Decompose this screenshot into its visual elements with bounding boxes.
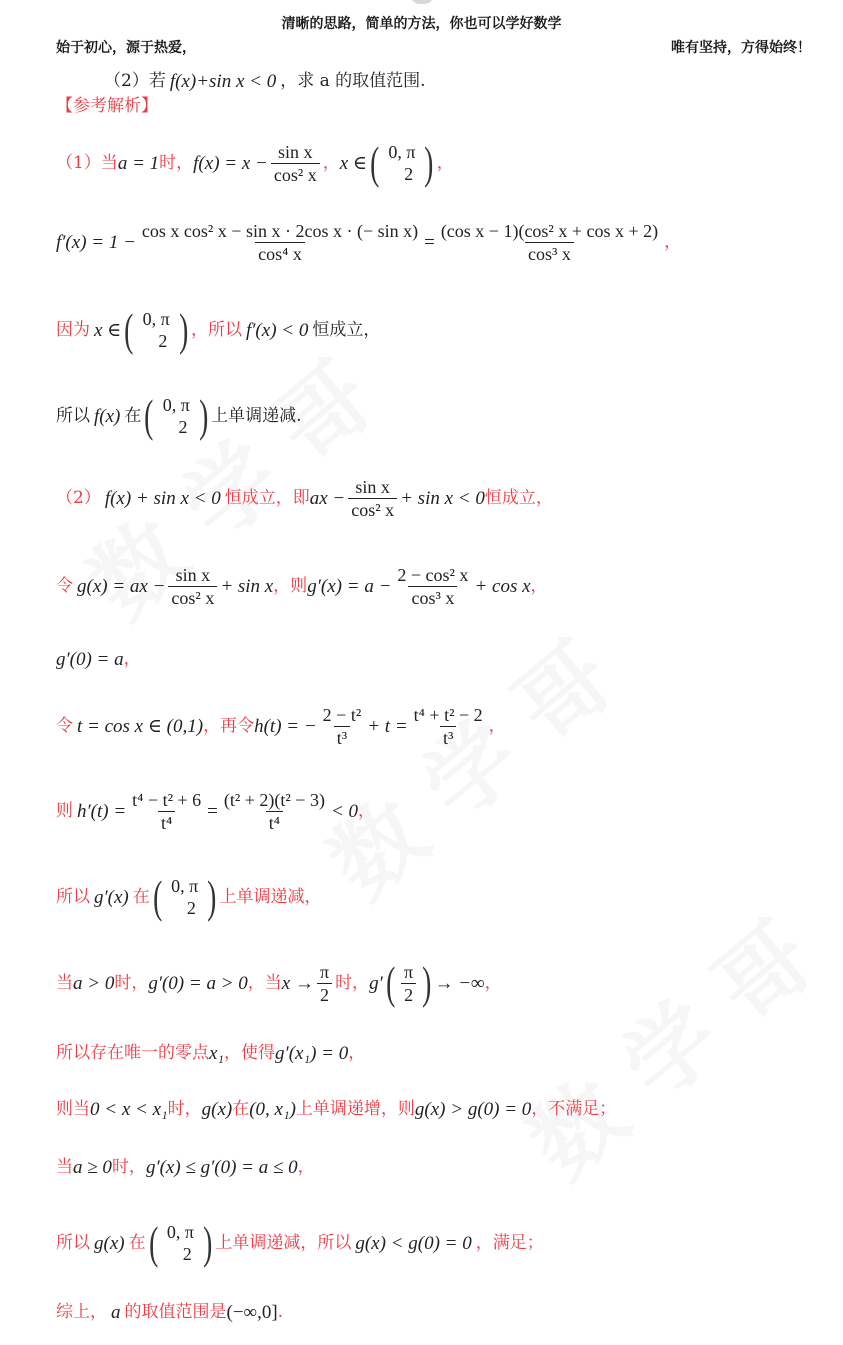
solution-line-14: 当 a ≥ 0 时， g′(x) ≤ g′(0) = a ≤ 0 ， — [56, 1157, 315, 1178]
solution-line-7: g′(0) = a ， — [56, 649, 141, 670]
solution-line-6: 令 g(x) = ax − $\frac{\text{sin x}}{\text{cos² x}}$ + sin x ，则 g′(x) = a − $\frac{\text{2 − cos² x}}{\text{cos³ x}}$ + cos x ， — [56, 565, 548, 608]
solution-line-1: （1）当 a = 1 时， f(x) = x − $\frac{\text{sin x}}{\text{cos² x}}$ ， x ∈ ( 0, π 2 ) ， — [56, 137, 454, 188]
solution-line-8: 令 t = cos x ∈ (0,1) ，再令 h(t) = − $\frac{\text{2 − t²}}{\text{t³}}$ + t = $\frac{\text{t⁴ + t² − 2}}{\text{t³}}$ ， — [56, 705, 506, 748]
header-slogan-right: 唯有坚持，方得始终！ — [671, 40, 811, 56]
solution-line-13: 则当 0 < x < x₁ 时， g(x) 在 (0, x₁) 上单调递增，则 g(x) > g(0) = 0 ，不满足； — [56, 1099, 617, 1120]
page-top-mark — [410, 0, 434, 4]
solution-line-16: 综上， a 的取值范围是 (−∞,0] . — [56, 1302, 284, 1323]
solution-line-10: 所以 g′(x) 在 ( 0, π 2 ) 上单调递减， — [56, 871, 322, 922]
header-slogan-center: 清晰的思路，简单的方法，你也可以学好数学 — [281, 16, 562, 32]
solution-line-12: 所以存在唯一的零点 x₁ ，使得 g′(x₁) = 0 ， — [56, 1043, 366, 1064]
solution-line-9: 则 h′(t) = $\frac{\text{t⁴ − t² + 6}}{\text{t⁴}}$ = $\frac{\text{(t² + 2)(t² − 3)}}{\text{t⁴}}$ < 0 ， — [56, 790, 376, 833]
interval: 0, π 2 — [388, 142, 416, 184]
fraction: $\frac{\text{cos x cos² x − sin x · 2cos x · (− sin x)}}{\text{cos⁴ x}}$ — [141, 221, 419, 264]
solution-line-2: f′(x) = 1 − $\frac{\text{cos x cos² x − sin x · 2cos x · (− sin x)}}{\text{cos⁴ x}}$ = $\frac{\text{(cos x − 1)(cos² x + cos x + 2)}}{\text{cos³ x}}$ ， — [56, 221, 682, 264]
solution-line-4: 所以 f(x) 在 ( 0, π 2 ) 上单调递减. — [56, 390, 302, 441]
solution-line-3: 因为 x ∈ ( 0, π 2 ) ，所以 f′(x) < 0 恒成立， — [56, 304, 381, 355]
fraction: $\frac{\text{(cos x − 1)(cos² x + cos x + 2)}}{\text{cos³ x}}$ — [440, 221, 659, 264]
solution-line-15: 所以 g(x) 在 ( 0, π 2 ) 上单调递减，所以 g(x) < g(0) = 0 ，满足； — [56, 1217, 544, 1268]
header-slogan-left: 始于初心，源于热爱， — [56, 40, 196, 56]
solution-line-11: 当 a > 0 时， g′(0) = a > 0 ，当 x → $\frac{\pi}{2}$ 时， g′ ( $\frac{\pi}{2}$ ) → −∞ ， — [56, 957, 502, 1008]
solution-label: 【参考解析】 — [56, 96, 158, 116]
question-part2: （2）若 f(x)+sin x < 0 ，求 a 的取值范围. — [104, 71, 426, 92]
watermark — [497, 888, 835, 1201]
watermark — [297, 608, 635, 921]
solution-line-5: （2） f(x) + sin x < 0 恒成立，即 ax − $\frac{\text{sin x}}{\text{cos² x}}$ + sin x < 0 恒成立， — [56, 477, 553, 520]
fraction: $\frac{\text{sin x}}{\text{cos² x}}$ — [271, 143, 320, 184]
